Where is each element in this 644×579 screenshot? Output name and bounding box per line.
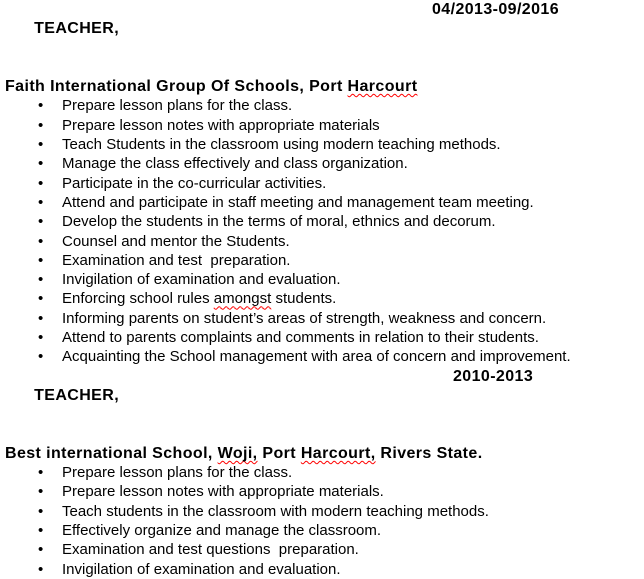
text-segment: Examination and test questions preparation. <box>62 541 359 559</box>
job-section-2 <box>5 367 644 579</box>
duty-item <box>5 289 644 308</box>
job-section-1 <box>5 0 644 367</box>
text-segment: students. <box>271 290 337 308</box>
duty-item <box>5 328 644 347</box>
duty-item <box>5 270 644 289</box>
misspelled-word: amongst <box>213 290 272 308</box>
duty-item <box>5 540 644 559</box>
text-segment: Informing parents on student’s areas of strength, weakness and concern. <box>62 309 547 327</box>
text-segment: Counsel and mentor the Students. <box>62 232 290 250</box>
job-role-title: TEACHER, <box>34 386 120 404</box>
text-segment: Acquainting the School management with area of concern and improvement. <box>62 348 571 366</box>
duty-item <box>5 174 644 193</box>
duty-item <box>5 560 644 579</box>
text-segment: Invigilation of examination and evaluation. <box>62 271 341 289</box>
text-segment: Effectively organize and manage the classroom. <box>62 522 382 540</box>
duty-item <box>5 135 644 154</box>
text-segment: Participate in the co-curricular activities. <box>62 174 327 192</box>
job-role-title: TEACHER, <box>34 20 120 38</box>
duty-item <box>5 96 644 115</box>
duties-list <box>5 463 644 579</box>
job-header <box>5 0 644 77</box>
text-segment: Best international School, <box>5 444 218 462</box>
text-segment: Invigilation of examination and evaluation. <box>62 560 341 578</box>
job-header <box>5 367 644 444</box>
duty-item <box>5 154 644 173</box>
job-dates: 04/2013-09/2016 <box>432 1 559 18</box>
duty-item <box>5 193 644 212</box>
duty-item <box>5 482 644 501</box>
duty-item <box>5 251 644 270</box>
text-segment: Manage the class effectively and class organization. <box>62 155 408 173</box>
job-organization <box>5 444 644 463</box>
duty-item <box>5 521 644 540</box>
duty-item <box>5 309 644 328</box>
text-segment: Examination and test preparation. <box>62 251 291 269</box>
duty-item <box>5 502 644 521</box>
misspelled-word: Woji, <box>217 444 258 462</box>
text-segment: Prepare lesson plans for the class. <box>62 464 293 482</box>
job-dates: 2010-2013 <box>453 367 534 385</box>
text-segment: Prepare lesson notes with appropriate materials. <box>62 483 384 501</box>
text-segment: Faith International Group Of Schools, Port <box>5 78 348 96</box>
text-segment: Prepare lesson notes with appropriate materials <box>62 116 380 134</box>
text-segment: Prepare lesson plans for the class. <box>62 97 293 115</box>
duties-list <box>5 96 644 366</box>
misspelled-word: Harcourt <box>347 78 418 96</box>
misspelled-word: Harcourt, <box>300 444 376 462</box>
job-organization <box>5 77 644 96</box>
duty-item <box>5 212 644 231</box>
text-segment: Teach Students in the classroom using modern teaching methods. <box>62 136 501 154</box>
text-segment: Enforcing school rules <box>62 290 214 308</box>
text-segment: Rivers State. <box>375 444 483 462</box>
text-segment: Attend and participate in staff meeting and management team meeting. <box>62 193 534 211</box>
duty-item <box>5 116 644 135</box>
text-segment: Attend to parents complaints and comments in relation to their students. <box>62 329 539 347</box>
text-segment: Teach students in the classroom with modern teaching methods. <box>62 502 489 520</box>
duty-item <box>5 347 644 366</box>
duty-item <box>5 463 644 482</box>
text-segment: Develop the students in the terms of moral, ethnics and decorum. <box>62 213 496 231</box>
duty-item <box>5 232 644 251</box>
text-segment: Port <box>257 444 301 462</box>
